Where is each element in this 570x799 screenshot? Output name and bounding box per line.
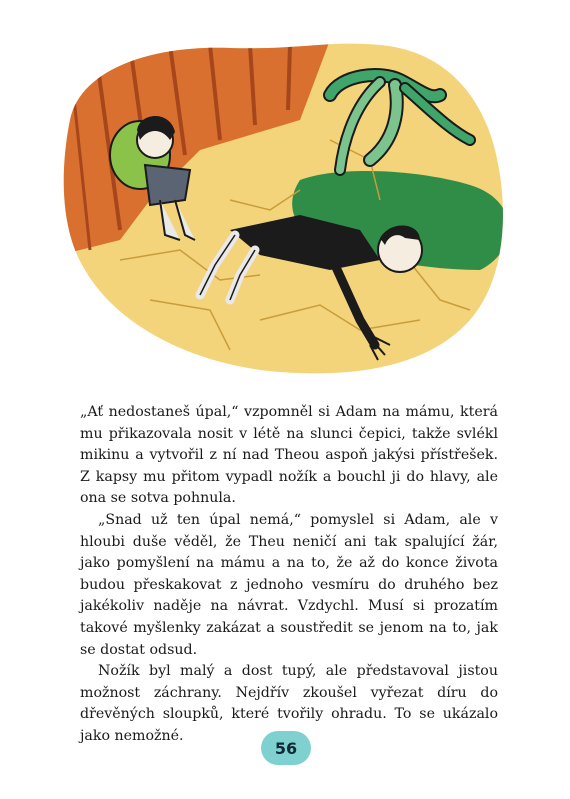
- paragraph: Nožík byl malý a dost tupý, ale představoval jistou možnost záchrany. Nejdřív zkoušel vyřezat díru do dřevěných sloupků, které tvořily ohradu. To se ukázalo jako nemožné.: [80, 663, 498, 744]
- story-text: [80, 402, 498, 748]
- paragraph: „Ať nedostaneš úpal,“ vzpomněl si Adam na mámu, která mu přikazovala nosit v létě na slunci čepici, takže svlékl mikinu a vytvořil z ní nad Theou aspoň jakýsi přístřešek. Z kapsy mu přitom vypadl nožík a bouchl ji do hlavy, ale ona se sotva pohnula.: [80, 404, 498, 507]
- page-number: 56: [274, 738, 298, 758]
- story-illustration: [0, 0, 570, 390]
- paragraph: „Snad už ten úpal nemá,“ pomyslel si Adam, ale v hloubi duše věděl, že Theu neničí ani tak spalující žár, jako pomyšlení na mámu a na to, že až do konce života budou přeskakovat z jednoho vesmíru do druhého bez jakékoliv naděje na návrat. Vzdychl. Musí si prozatím takové myšlenky zakázat a soustředit se jenom na to, jak se dostat odsud.: [80, 511, 498, 658]
- page-number-badge: [261, 731, 311, 765]
